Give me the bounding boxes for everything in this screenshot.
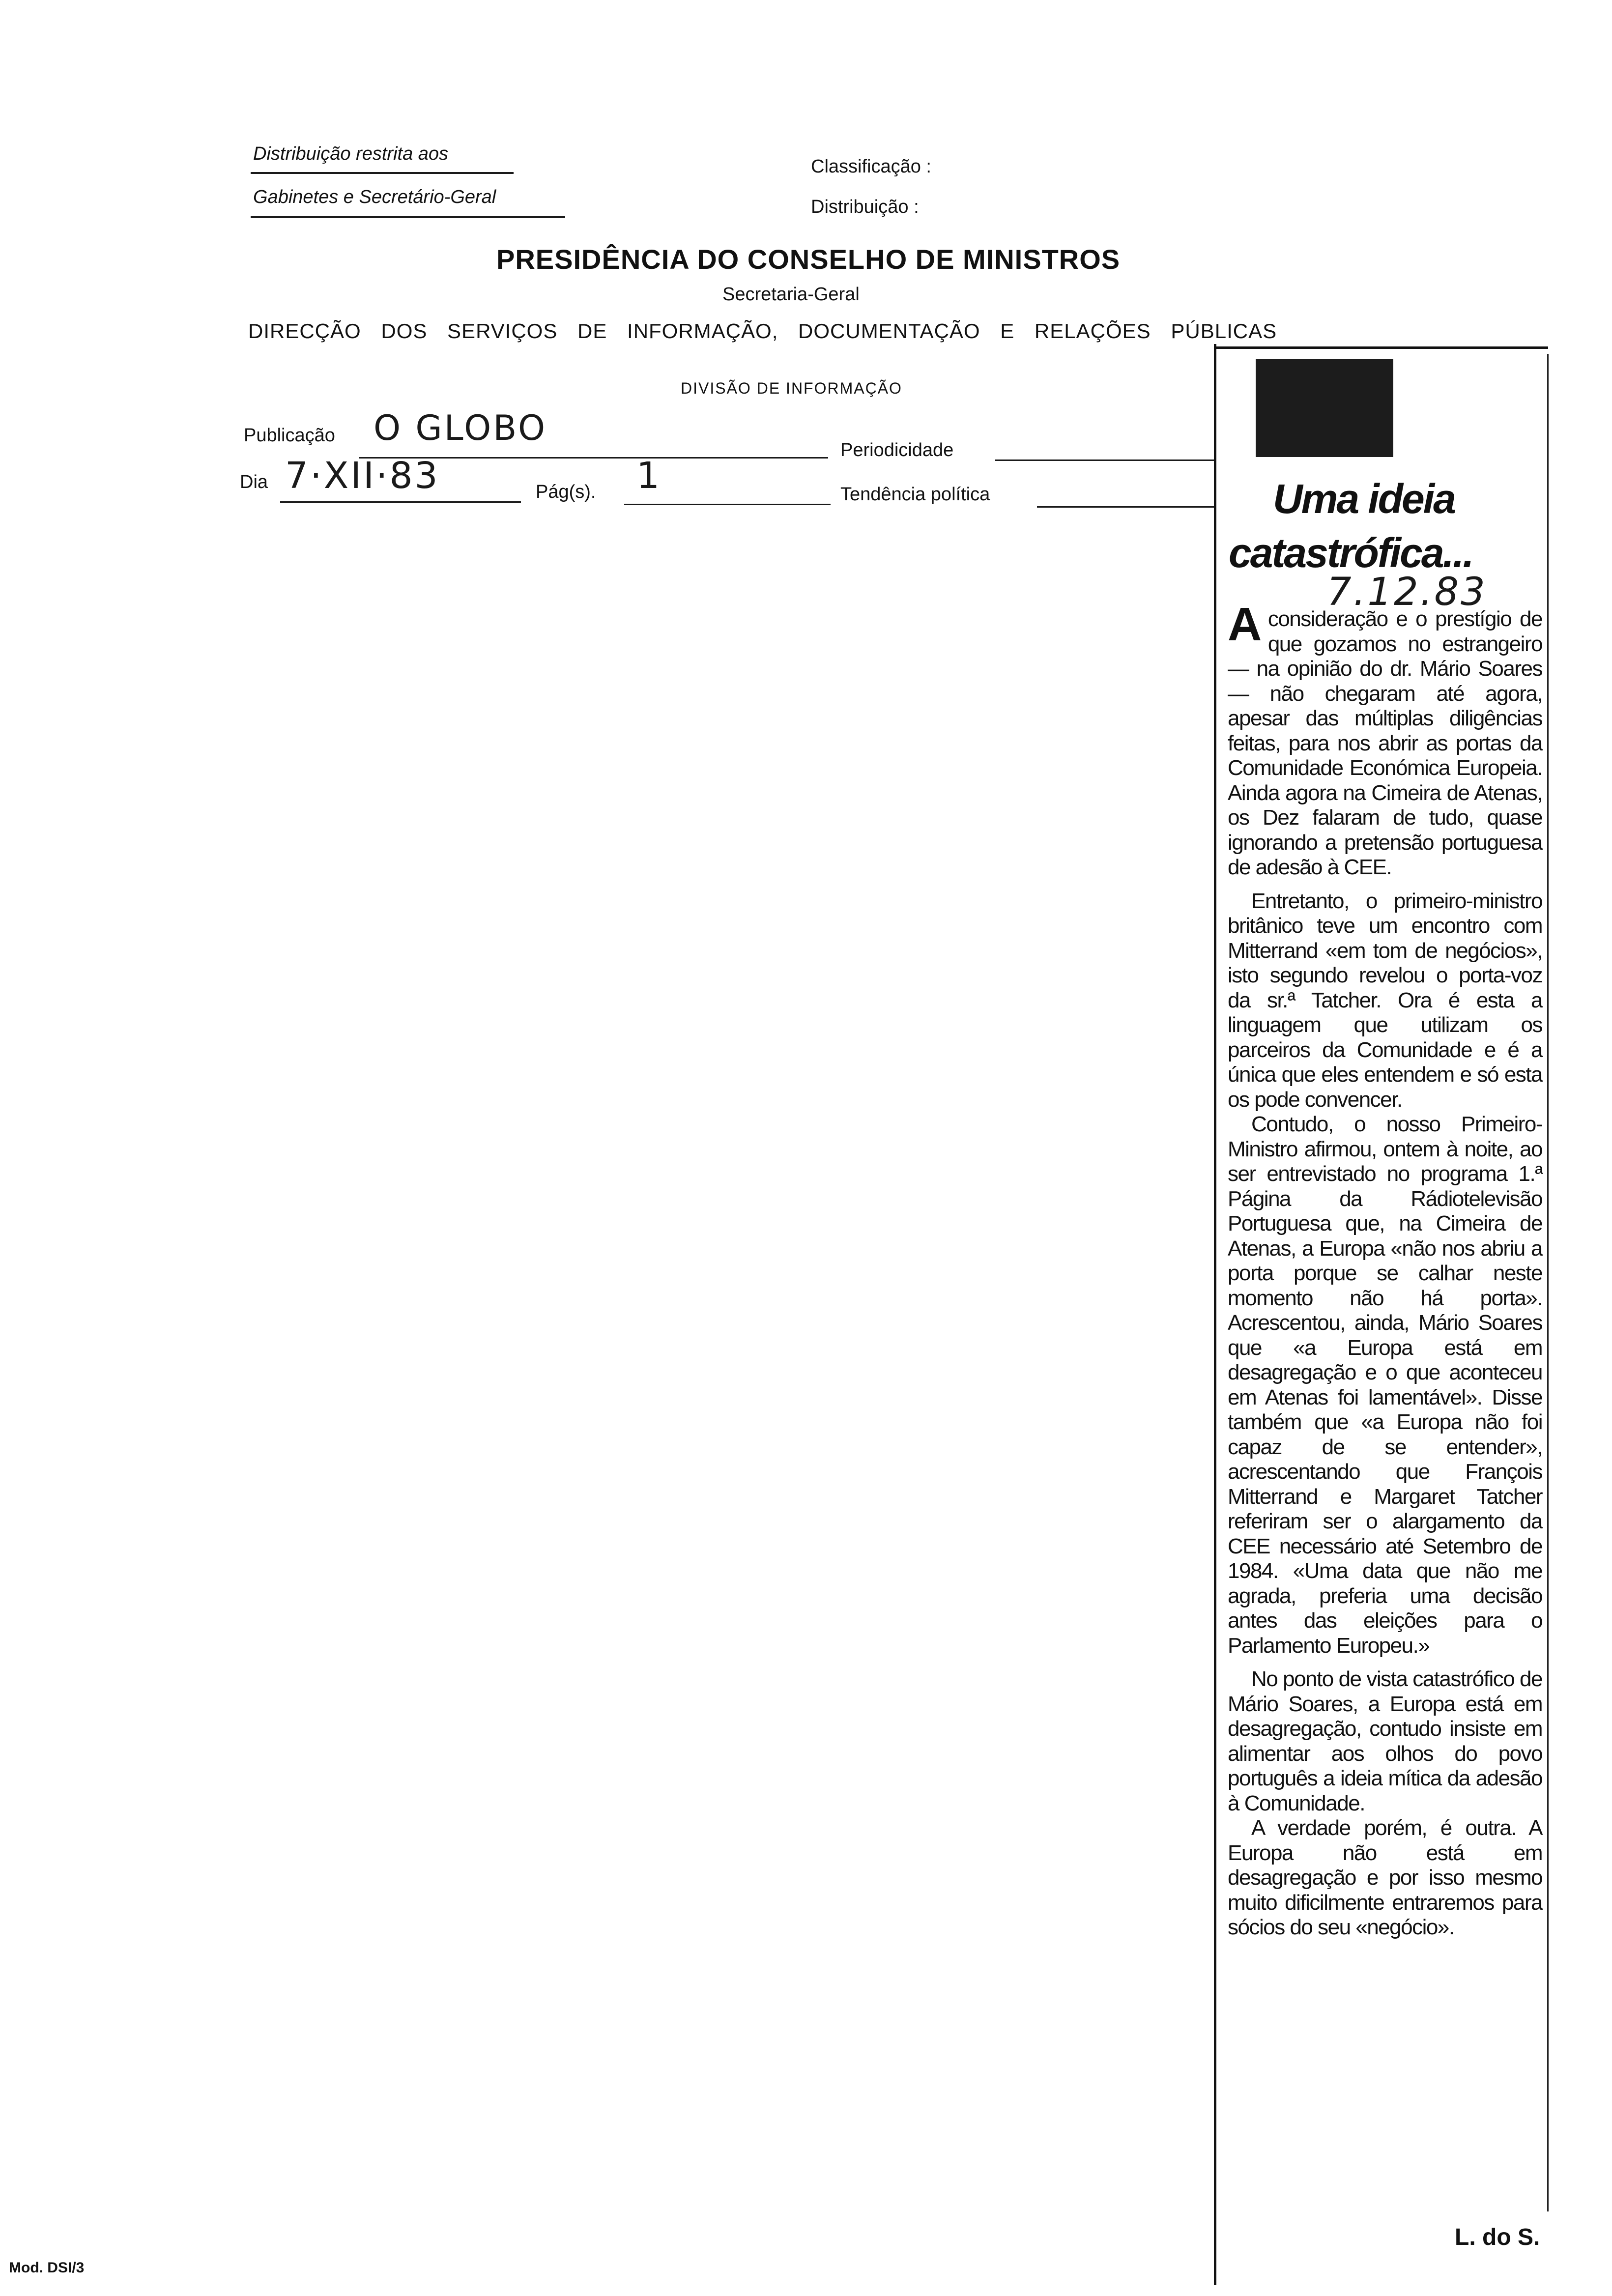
tendencia-label: Tendência política	[840, 484, 990, 505]
dia-value: 7·XII·83	[285, 455, 440, 497]
article-title-line-2: catastrófica...	[1229, 530, 1473, 576]
article-dropcap: A	[1228, 598, 1261, 651]
distribuicao-label: Distribuição :	[811, 197, 919, 217]
periodicidade-label: Periodicidade	[840, 440, 954, 460]
pags-value: 1	[636, 455, 662, 497]
article-paragraph-2: Entretanto, o primeiro-ministro britânico teve um encontro com Mitterrand «em tom de negócios», isto segundo revelou o porta-voz da sr.ª Tatcher. Ora é esta a linguagem que utilizam os parceiros da Comunidade e é a única que eles entendem e só esta os pode convencer.	[1228, 889, 1542, 1112]
divisao-heading: DIVISÃO DE INFORMAÇÃO	[681, 379, 902, 397]
tendencia-rule	[1037, 506, 1214, 508]
publicacao-label: Publicação	[244, 425, 335, 446]
distribution-line-2: Gabinetes e Secretário-Geral	[253, 187, 496, 207]
article-title	[1229, 472, 1543, 580]
pags-label: Pág(s).	[536, 482, 596, 502]
clipping-right-border	[1547, 354, 1549, 2211]
direccao-heading: DIRECÇÃO DOS SERVIÇOS DE INFORMAÇÃO, DOCUMENTAÇÃO E RELAÇÕES PÚBLICAS	[248, 319, 1277, 343]
article-paragraph-1: Aconsideração e o prestígio de que gozamos no estrangeiro — na opinião do dr. Mário Soares — não chegaram até agora, apesar das múltiplas diligências feitas, para nos abrir as portas da Comunidade Económica Europeia. Ainda agora na Cimeira de Atenas, os Dez falaram de tudo, quase ignorando a pretensão portuguesa de adesão à CEE.	[1228, 598, 1542, 879]
dia-label: Dia	[240, 472, 268, 492]
clipping-photo-block	[1256, 359, 1393, 457]
pags-rule	[624, 504, 831, 505]
distribution-underline-2	[251, 216, 565, 218]
article-handwritten-date: 7.12.83	[1327, 570, 1487, 614]
article-paragraph-5: A verdade porém, é outra. A Europa não está em desagregação e por isso mesmo muito dificilmente entraremos para sócios do seu «negócio».	[1228, 1816, 1542, 1939]
classificacao-label: Classificação :	[811, 156, 931, 177]
clipping-left-border	[1214, 344, 1216, 2285]
article-title-line-1: Uma ideia	[1273, 476, 1455, 522]
form-model-code: Mod. DSI/3	[9, 2260, 85, 2276]
article-body	[1228, 598, 1542, 1940]
page-title: PRESIDÊNCIA DO CONSELHO DE MINISTROS	[496, 244, 1121, 275]
distribution-line-1: Distribuição restrita aos	[253, 144, 449, 164]
publicacao-value: O GLOBO	[374, 408, 547, 448]
distribution-underline-1	[251, 172, 514, 174]
dia-rule	[280, 501, 521, 503]
article-paragraph-4: No ponto de vista catastrófico de Mário Soares, a Europa está em desagregação, contudo insiste em alimentar aos olhos do povo português a ideia mítica da adesão à Comunidade.	[1228, 1667, 1542, 1815]
article-paragraph-3: Contudo, o nosso Primeiro-Ministro afirmou, ontem à noite, ao ser entrevistado no programa 1.ª Página da Rádiotelevisão Portuguesa que, na Cimeira de Atenas, a Europa «não nos abriu a porta porque se calhar neste momento não há porta». Acrescentou, ainda, Mário Soares que «a Europa está em desagregação e o que aconteceu em Atenas foi lamentável». Disse também que «a Europa não foi capaz de se entender», acrescentando que François Mitterrand e Margaret Tatcher referiram ser o alargamento da CEE necessário até Setembro de 1984. «Uma data que não me agrada, preferia uma decisão antes das eleições para o Parlamento Europeu.»	[1228, 1112, 1542, 1658]
clipping-top-border	[1214, 346, 1548, 349]
periodicidade-rule	[995, 459, 1214, 461]
page-subtitle: Secretaria-Geral	[722, 284, 860, 305]
article-signature: L. do S.	[1455, 2224, 1540, 2250]
